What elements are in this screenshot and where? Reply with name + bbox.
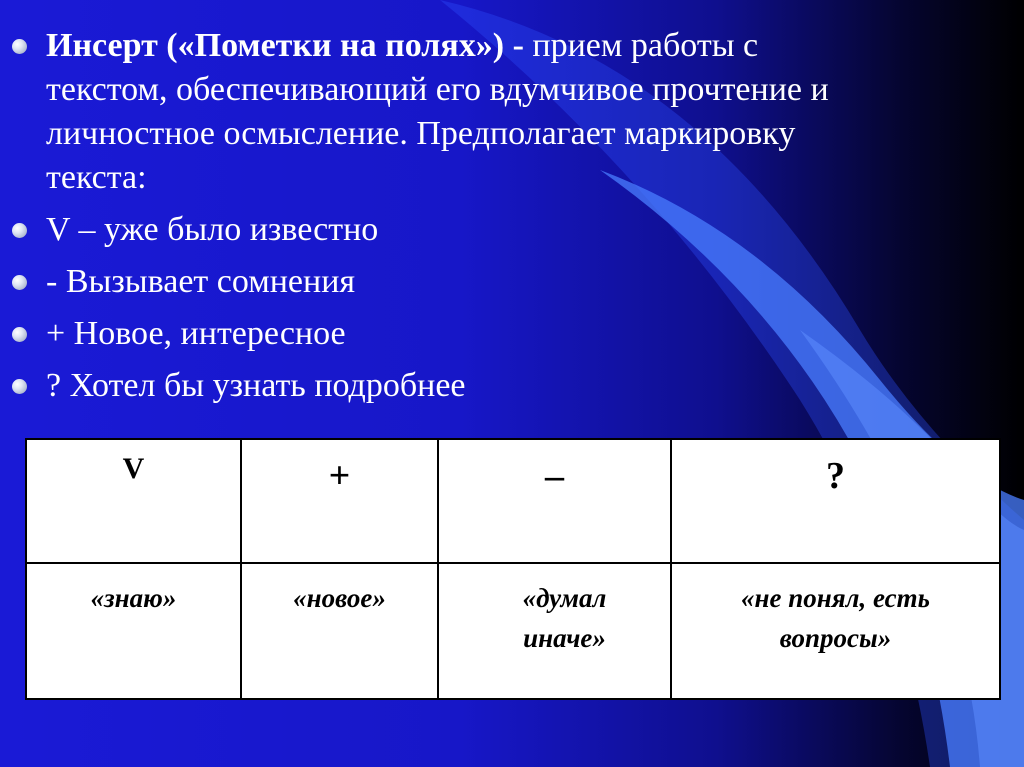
- marks-table: [25, 438, 1001, 700]
- bullet-dot-icon: [12, 223, 27, 238]
- bullet-item-new: [10, 312, 870, 356]
- cell-thought-otherwise: «думал иначе»: [438, 563, 671, 699]
- marks-table-container: [25, 438, 999, 700]
- bullet-dot-icon: [12, 39, 27, 54]
- bullet-text: - Вызывает сомнения: [46, 263, 356, 300]
- bullet-item-doubt: [10, 260, 870, 304]
- bullet-item-question: [10, 364, 870, 408]
- header-cell-plus: +: [241, 439, 438, 563]
- term-definition: прием работы с текстом, обеспечивающий его вдумчивое прочтение и личностное осмысление. Предполагает маркировку текста:: [46, 27, 829, 196]
- cell-know: «знаю»: [26, 563, 241, 699]
- header-cell-minus: –: [438, 439, 671, 563]
- cell-questions: «не понял, есть вопросы»: [671, 563, 1000, 699]
- bullet-text: + Новое, интересное: [46, 315, 346, 352]
- bullet-dot-icon: [12, 327, 27, 342]
- bullet-item-definition: [10, 24, 870, 200]
- bullet-list: [10, 24, 870, 416]
- table-header-row: [26, 439, 1000, 563]
- table-row: [26, 563, 1000, 699]
- header-cell-question: ?: [671, 439, 1000, 563]
- cell-new: «новое»: [241, 563, 438, 699]
- bullet-text: ? Хотел бы узнать подробнее: [46, 367, 466, 404]
- bullet-item-known: [10, 208, 870, 252]
- bullet-text: V – уже было известно: [46, 211, 379, 248]
- term-title: Инсерт («Пометки на полях») -: [46, 27, 524, 64]
- bullet-dot-icon: [12, 379, 27, 394]
- bullet-dot-icon: [12, 275, 27, 290]
- header-cell-v: V: [26, 439, 241, 563]
